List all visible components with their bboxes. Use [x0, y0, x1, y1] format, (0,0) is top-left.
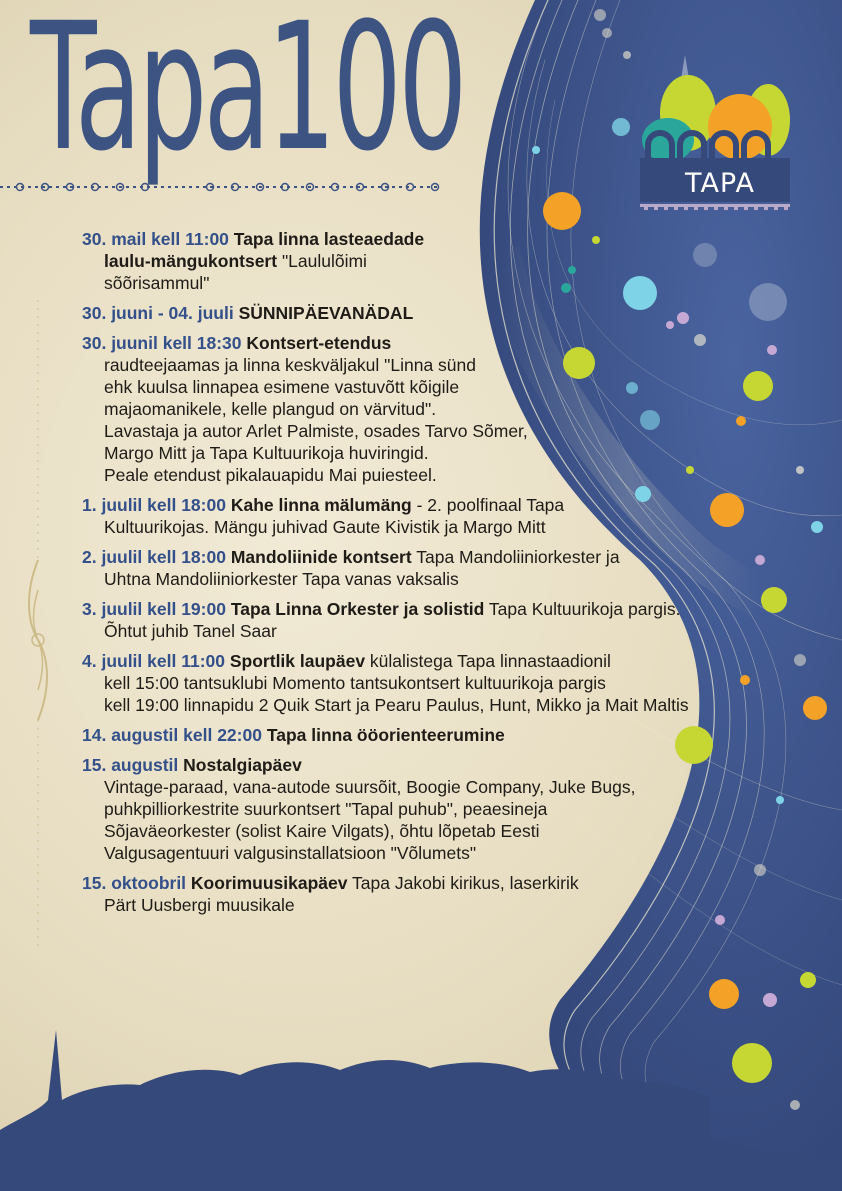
- event-line: majaomanikele, kelle plangud on värvitud".: [104, 399, 437, 419]
- event-heading: Mandoliinide kontsert: [230, 547, 412, 567]
- event-date: 30. mail kell 11:00: [82, 229, 229, 249]
- event-date: 14. augustil kell 22:00: [82, 725, 262, 745]
- event-date: 15. augustil: [82, 755, 179, 775]
- event-first-line: [82, 754, 762, 776]
- logo-text: TAPA: [685, 168, 755, 199]
- event-first-line: [82, 228, 762, 250]
- event-first-line: [82, 650, 762, 672]
- event-first-line: [82, 724, 762, 746]
- event-item: [82, 302, 762, 324]
- event-line: Margo Mitt ja Tapa Kultuurikoja huviringid.: [104, 443, 429, 463]
- event-date: 2. juulil kell 18:00: [82, 547, 226, 567]
- event-date: 4. juulil kell 11:00: [82, 651, 225, 671]
- event-date: 30. juunil kell 18:30: [82, 333, 242, 353]
- event-heading: Tapa Linna Orkester ja solistid: [230, 599, 485, 619]
- event-line: laulu-mängukontsert "Laululõimi: [104, 251, 367, 271]
- event-first-line: [82, 598, 762, 620]
- event-line: Peale etendust pikalauapidu Mai puiesteel.: [104, 465, 437, 485]
- event-date: 3. juulil kell 19:00: [82, 599, 226, 619]
- event-line: kell 19:00 linnapidu 2 Quik Start ja Pearu Paulus, Hunt, Mikko ja Mait Maltis: [104, 695, 689, 715]
- event-item: [82, 598, 762, 642]
- event-line: Vintage-paraad, vana-autode suursõit, Boogie Company, Juke Bugs,: [104, 777, 636, 797]
- event-heading: Kontsert-etendus: [246, 333, 392, 353]
- event-heading: Kahe linna mälumäng: [230, 495, 412, 515]
- event-detail: Tapa Mandoliiniorkester ja: [411, 547, 620, 567]
- event-first-line: [82, 494, 762, 516]
- event-item: [82, 332, 762, 486]
- event-item: [82, 754, 762, 864]
- event-heading: Tapa linna lasteaedade: [233, 229, 425, 249]
- event-first-line: [82, 872, 762, 894]
- event-heading: SÜNNIPÄEVANÄDAL: [238, 303, 414, 323]
- event-first-line: [82, 332, 762, 354]
- event-item: [82, 546, 762, 590]
- event-item: [82, 872, 762, 916]
- event-detail: Tapa Kultuurikoja pargis.: [484, 599, 681, 619]
- event-item: [82, 494, 762, 538]
- event-line: raudteejaamas ja linna keskväljakul "Linna sünd: [104, 355, 476, 375]
- event-first-line: [82, 302, 762, 324]
- event-heading: Koorimuusikapäev: [190, 873, 348, 893]
- event-line: sõõrisammul": [104, 273, 210, 293]
- event-line: Pärt Uusbergi muusikale: [104, 895, 295, 915]
- event-date: 15. oktoobril: [82, 873, 187, 893]
- event-heading: Sportlik laupäev: [229, 651, 366, 671]
- event-line: Uhtna Mandoliiniorkester Tapa vanas vaksalis: [104, 569, 459, 589]
- event-line: Valgusagentuuri valgusinstallatsioon "Võlumets": [104, 843, 477, 863]
- event-date: 1. juulil kell 18:00: [82, 495, 226, 515]
- event-detail: Tapa Jakobi kirikus, laserkirik: [347, 873, 579, 893]
- event-line: Õhtut juhib Tanel Saar: [104, 621, 277, 641]
- event-date: 30. juuni - 04. juuli: [82, 303, 234, 323]
- event-line: Sõjaväeorkester (solist Kaire Vilgats), õhtu lõpetab Eesti: [104, 821, 540, 841]
- event-first-line: [82, 546, 762, 568]
- event-detail: - 2. poolfinaal Tapa: [411, 495, 565, 515]
- event-line: ehk kuulsa linnapea esimene vastuvõtt kõigile: [104, 377, 460, 397]
- event-item: [82, 228, 762, 294]
- left-ornament: [29, 300, 47, 950]
- event-detail: külalistega Tapa linnastaadionil: [365, 651, 611, 671]
- event-line: Kultuurikojas. Mängu juhivad Gaute Kivistik ja Margo Mitt: [104, 517, 546, 537]
- event-item: [82, 724, 762, 746]
- event-line: kell 15:00 tantsuklubi Momento tantsukontsert kultuurikoja pargis: [104, 673, 606, 693]
- event-heading: Nostalgiapäev: [183, 755, 302, 775]
- event-item: [82, 650, 762, 716]
- poster-title: Tapa100: [30, 0, 464, 190]
- event-list: [82, 228, 762, 924]
- event-heading: Tapa linna ööorienteerumine: [266, 725, 505, 745]
- event-line: puhkpilliorkestrite suurkontsert "Tapal puhub", peaesineja: [104, 799, 548, 819]
- event-line: Lavastaja ja autor Arlet Palmiste, osades Tarvo Sõmer,: [104, 421, 528, 441]
